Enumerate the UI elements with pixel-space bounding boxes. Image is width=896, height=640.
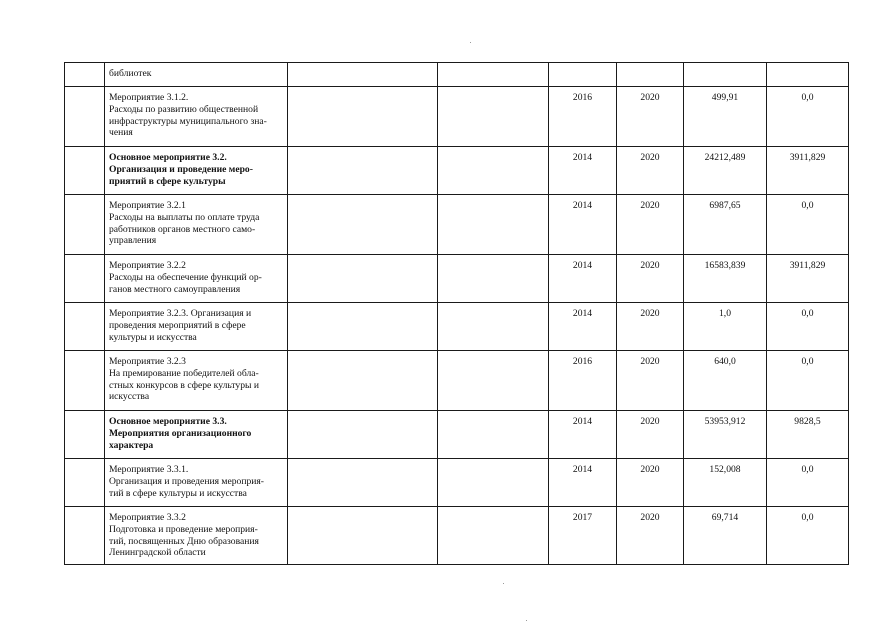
scan-speck [503,583,504,584]
source-cell [438,195,549,255]
executor-cell [288,195,438,255]
total-amount-cell: 53953,912 [684,411,767,459]
source-cell [438,459,549,507]
start-year-cell: 2014 [549,195,617,255]
regional-amount-cell: 0,0 [767,459,849,507]
end-year-cell: 2020 [617,195,684,255]
source-cell [438,63,549,87]
executor-cell [288,63,438,87]
row-number-cell [65,63,105,87]
executor-cell [288,303,438,351]
row-number-cell [65,303,105,351]
total-amount-cell: 16583,839 [684,255,767,303]
table-row [65,303,849,351]
table-row [65,87,849,147]
total-amount-cell: 152,008 [684,459,767,507]
table-row [65,255,849,303]
start-year-cell: 2016 [549,87,617,147]
start-year-cell [549,63,617,87]
executor-cell [288,411,438,459]
source-cell [438,411,549,459]
executor-cell [288,147,438,195]
table-row [65,195,849,255]
total-amount-cell: 24212,489 [684,147,767,195]
source-cell [438,351,549,411]
end-year-cell: 2020 [617,147,684,195]
total-amount-cell: 640,0 [684,351,767,411]
start-year-cell: 2014 [549,147,617,195]
activity-name-cell: Мероприятие 3.1.2. Расходы по развитию общественной инфраструктуры муниципального зна- чения [105,87,288,147]
executor-cell [288,459,438,507]
activity-name-cell: Основное мероприятие 3.3. Мероприятия организационного характера [105,411,288,459]
row-number-cell [65,87,105,147]
regional-amount-cell: 3911,829 [767,255,849,303]
end-year-cell: 2020 [617,303,684,351]
source-cell [438,255,549,303]
end-year-cell: 2020 [617,459,684,507]
executor-cell [288,87,438,147]
row-number-cell [65,411,105,459]
activity-name-cell: Мероприятие 3.2.3 На премирование победителей обла- стных конкурсов в сфере культуры и искусства [105,351,288,411]
scan-speck [470,42,471,43]
activity-name-cell: Мероприятие 3.2.1 Расходы на выплаты по оплате труда работников органов местного само- управления [105,195,288,255]
source-cell [438,303,549,351]
total-amount-cell [684,63,767,87]
end-year-cell [617,63,684,87]
activity-name-cell: Мероприятие 3.2.2 Расходы на обеспечение функций ор- ганов местного самоуправления [105,255,288,303]
regional-amount-cell: 0,0 [767,351,849,411]
row-number-cell [65,507,105,565]
executor-cell [288,507,438,565]
row-number-cell [65,459,105,507]
source-cell [438,147,549,195]
table-row [65,147,849,195]
table-row [65,459,849,507]
source-cell [438,87,549,147]
activity-name-cell: Основное мероприятие 3.2. Организация и проведение меро- приятий в сфере культуры [105,147,288,195]
executor-cell [288,351,438,411]
total-amount-cell: 1,0 [684,303,767,351]
total-amount-cell: 499,91 [684,87,767,147]
scan-speck [526,620,527,621]
program-table [64,62,849,565]
source-cell [438,507,549,565]
total-amount-cell: 6987,65 [684,195,767,255]
executor-cell [288,255,438,303]
activity-name-cell: Мероприятие 3.3.2 Подготовка и проведение мероприя- тий, посвященных Дню образования Ленинградской области [105,507,288,565]
regional-amount-cell: 3911,829 [767,147,849,195]
table-row [65,411,849,459]
row-number-cell [65,195,105,255]
row-number-cell [65,147,105,195]
regional-amount-cell: 9828,5 [767,411,849,459]
start-year-cell: 2017 [549,507,617,565]
end-year-cell: 2020 [617,87,684,147]
regional-amount-cell [767,63,849,87]
activity-name-cell: Мероприятие 3.2.3. Организация и проведения мероприятий в сфере культуры и искусства [105,303,288,351]
activity-name-cell: Мероприятие 3.3.1. Организация и проведения мероприя- тий в сфере культуры и искусства [105,459,288,507]
start-year-cell: 2014 [549,303,617,351]
row-number-cell [65,351,105,411]
regional-amount-cell: 0,0 [767,303,849,351]
start-year-cell: 2016 [549,351,617,411]
start-year-cell: 2014 [549,255,617,303]
total-amount-cell: 69,714 [684,507,767,565]
regional-amount-cell: 0,0 [767,87,849,147]
table-row [65,63,849,87]
end-year-cell: 2020 [617,351,684,411]
start-year-cell: 2014 [549,411,617,459]
start-year-cell: 2014 [549,459,617,507]
row-number-cell [65,255,105,303]
end-year-cell: 2020 [617,411,684,459]
regional-amount-cell: 0,0 [767,507,849,565]
activity-name-cell: библиотек [105,63,288,87]
end-year-cell: 2020 [617,255,684,303]
end-year-cell: 2020 [617,507,684,565]
table-row [65,351,849,411]
table-row [65,507,849,565]
regional-amount-cell: 0,0 [767,195,849,255]
